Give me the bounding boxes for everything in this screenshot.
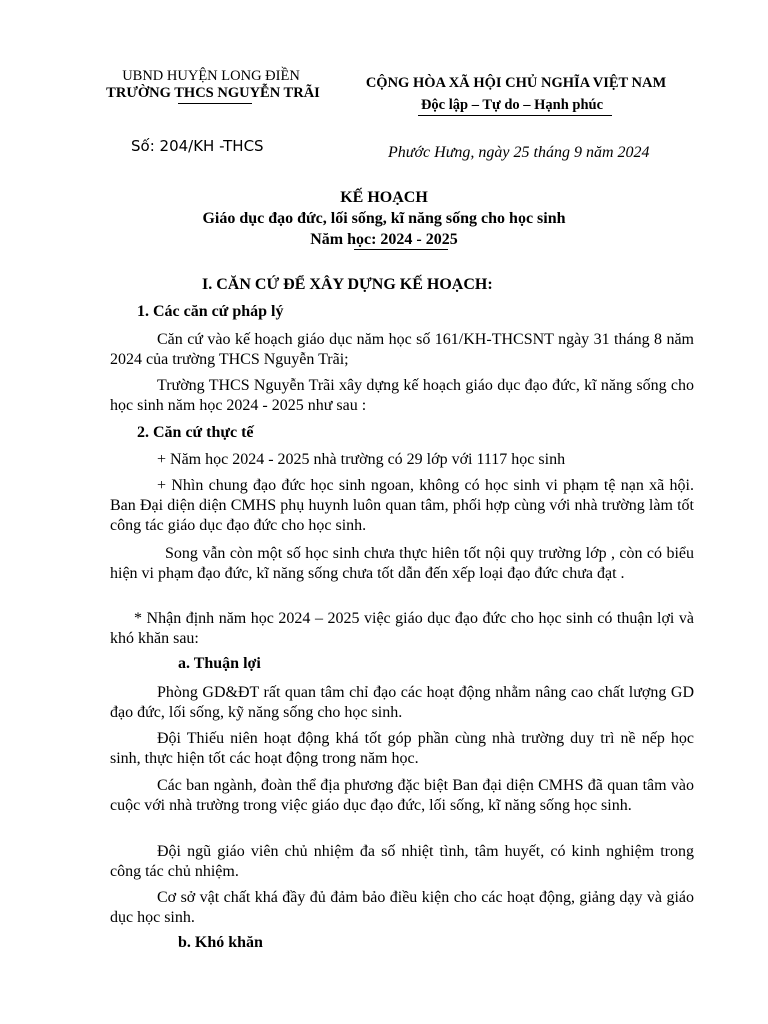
subheading-legal-basis: 1. Các căn cứ pháp lý xyxy=(137,303,284,320)
paragraph: Căn cứ vào kế hoạch giáo dục năm học số 161/KH-THCSNT ngày 31 tháng 8 năm 2024 của trường THCS Nguyễn Trãi; xyxy=(110,331,694,368)
paragraph: Cơ sở vật chất khá đầy đủ đảm bảo điều kiện cho các hoạt động, giảng dạy và giáo dục học sinh. xyxy=(110,889,694,926)
school-year-underline xyxy=(354,249,448,250)
subheading-difficulties: b. Khó khăn xyxy=(178,934,263,951)
school-year: Năm học: 2024 - 2025 xyxy=(310,231,458,248)
paragraph: Trường THCS Nguyễn Trãi xây dựng kế hoạch giáo dục đạo đức, kĩ năng sống cho học sinh năm học 2024 - 2025 như sau : xyxy=(110,377,694,414)
paragraph: + Năm học 2024 - 2025 nhà trường có 29 lớp với 1117 học sinh xyxy=(157,451,566,468)
authority-name: UBND HUYỆN LONG ĐIỀN xyxy=(122,68,300,84)
paragraph: + Nhìn chung đạo đức học sinh ngoan, không có học sinh vi phạm tệ nạn xã hội. Ban Đại diện diện CMHS phụ huynh luôn quan tâm, phối hợp cùng với nhà trường làm tốt công tác giáo dục đạo đức cho học sinh. xyxy=(110,477,694,534)
document-subtitle: Giáo dục đạo đức, lối sống, kĩ năng sống cho học sinh xyxy=(202,210,566,227)
paragraph: Các ban ngành, đoàn thể địa phương đặc biệt Ban đại diện CMHS đã quan tâm vào cuộc với nhà trường trong việc giáo dục đạo đức, lối sống, kĩ năng sống học sinh. xyxy=(110,777,694,814)
paragraph: * Nhận định năm học 2024 – 2025 việc giáo dục đạo đức cho học sinh có thuận lợi và khó khăn sau: xyxy=(110,610,694,647)
section-heading: I. CĂN CỨ ĐỂ XÂY DỰNG KẾ HOẠCH: xyxy=(202,276,493,293)
country-name: CỘNG HÒA XÃ HỘI CHỦ NGHĨA VIỆT NAM xyxy=(365,75,667,91)
motto-underline xyxy=(418,115,612,116)
paragraph: Phòng GD&ĐT rất quan tâm chỉ đạo các hoạt động nhằm nâng cao chất lượng GD đạo đức, lối sống, kỹ năng sống cho học sinh. xyxy=(110,684,694,721)
subheading-advantages: a. Thuận lợi xyxy=(178,655,261,672)
subheading-practical-basis: 2. Căn cứ thực tế xyxy=(137,424,254,441)
paragraph: Đội Thiếu niên hoạt động khá tốt góp phần cùng nhà trường duy trì nề nếp học sinh, thực hiện tốt các hoạt động trong năm học. xyxy=(110,730,694,767)
paragraph: Đội ngũ giáo viên chủ nhiệm đa số nhiệt tình, tâm huyết, có kinh nghiệm trong công tác chủ nhiệm. xyxy=(110,843,694,880)
place-and-date: Phước Hưng, ngày 25 tháng 9 năm 2024 xyxy=(388,144,650,161)
school-name-underline xyxy=(178,103,252,104)
national-motto: Độc lập – Tự do – Hạnh phúc xyxy=(420,97,604,113)
school-name: TRƯỜNG THCS NGUYỄN TRÃI xyxy=(106,85,320,101)
paragraph: Song vẫn còn một số học sinh chưa thực hiên tốt nội quy trường lớp , còn có biểu hiện vi phạm đạo đức, kĩ năng sống chưa tốt dẫn đến xếp loại đạo đức chưa đạt . xyxy=(110,545,694,582)
document-number: Số: 204/KH -THCS xyxy=(131,137,264,155)
document-title: KẾ HOẠCH xyxy=(340,189,428,206)
